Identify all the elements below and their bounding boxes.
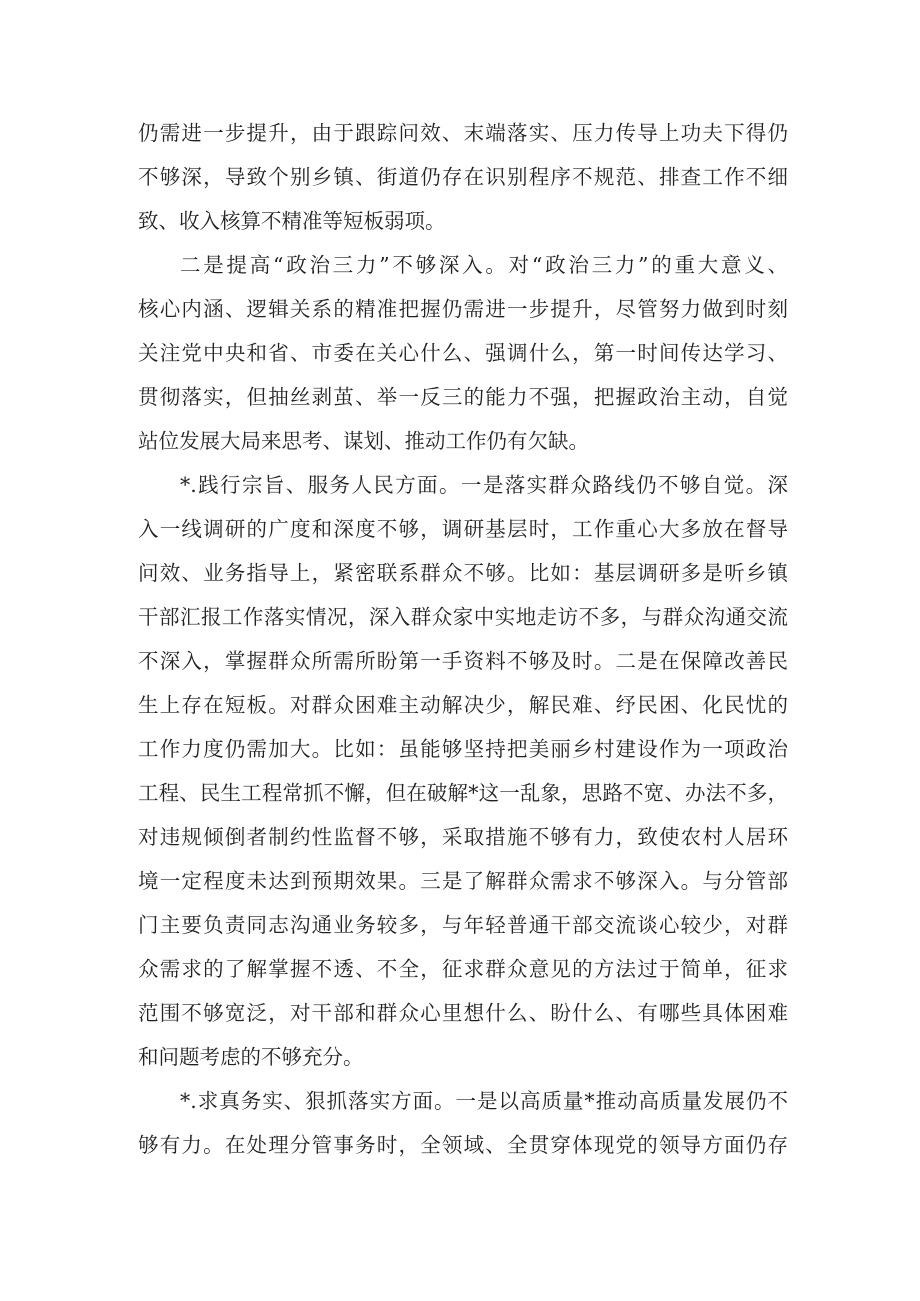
text-line: 站位发展大局来思考、谋划、推动工作仍有欠缺。 — [138, 429, 589, 453]
text-line: 门主要负责同志沟通业务较多，与年轻普通干部交流谈心较少，对群 — [138, 913, 788, 937]
text-line: 众需求的了解掌握不透、不全，征求群众意见的方法过于简单，征求 — [138, 957, 788, 981]
text-line: *.求真务实、狠抓落实方面。一是以高质量*推动高质量发展仍不 — [180, 1089, 788, 1113]
text-line: 工作力度仍需加大。比如：虽能够坚持把美丽乡村建设作为一项政治 — [138, 737, 788, 761]
text-line: 不深入，掌握群众所需所盼第一手资料不够及时。二是在保障改善民 — [138, 649, 788, 673]
text-line: 核心内涵、逻辑关系的精准把握仍需进一步提升，尽管努力做到时刻 — [138, 297, 788, 321]
text-line: 致、收入核算不精准等短板弱项。 — [138, 209, 446, 233]
text-line: *.践行宗旨、服务人民方面。一是落实群众路线仍不够自觉。深 — [180, 473, 788, 497]
text-line: 贯彻落实，但抽丝剥茧、举一反三的能力不强，把握政治主动，自觉 — [138, 385, 788, 409]
text-line: 工程、民生工程常抓不懈，但在破解*这一乱象，思路不宽、办法不多， — [138, 781, 788, 805]
text-line: 和问题考虑的不够充分。 — [138, 1045, 364, 1069]
text-line: 生上存在短板。对群众困难主动解决少，解民难、纾民困、化民忧的 — [138, 693, 788, 717]
text-line: 入一线调研的广度和深度不够，调研基层时，工作重心大多放在督导 — [138, 517, 788, 541]
text-line: 二是提高“政治三力”不够深入。对“政治三力”的重大意义、 — [180, 253, 788, 277]
text-line: 仍需进一步提升，由于跟踪问效、末端落实、压力传导上功夫下得仍 — [138, 121, 788, 145]
text-line: 境一定程度未达到预期效果。三是了解群众需求不够深入。与分管部 — [138, 869, 788, 893]
text-line: 对违规倾倒者制约性监督不够，采取措施不够有力，致使农村人居环 — [138, 825, 788, 849]
text-line: 干部汇报工作落实情况，深入群众家中实地走访不多，与群众沟通交流 — [138, 605, 788, 629]
text-line: 够有力。在处理分管事务时，全领域、全贯穿体现党的领导方面仍存 — [138, 1133, 788, 1157]
text-line: 不够深，导致个别乡镇、街道仍存在识别程序不规范、排查工作不细 — [138, 165, 788, 189]
text-line: 范围不够宽泛，对干部和群众心里想什么、盼什么、有哪些具体困难 — [138, 1001, 788, 1025]
text-line: 问效、业务指导上，紧密联系群众不够。比如：基层调研多是听乡镇 — [138, 561, 788, 585]
text-line: 关注党中央和省、市委在关心什么、强调什么，第一时间传达学习、 — [138, 341, 788, 365]
